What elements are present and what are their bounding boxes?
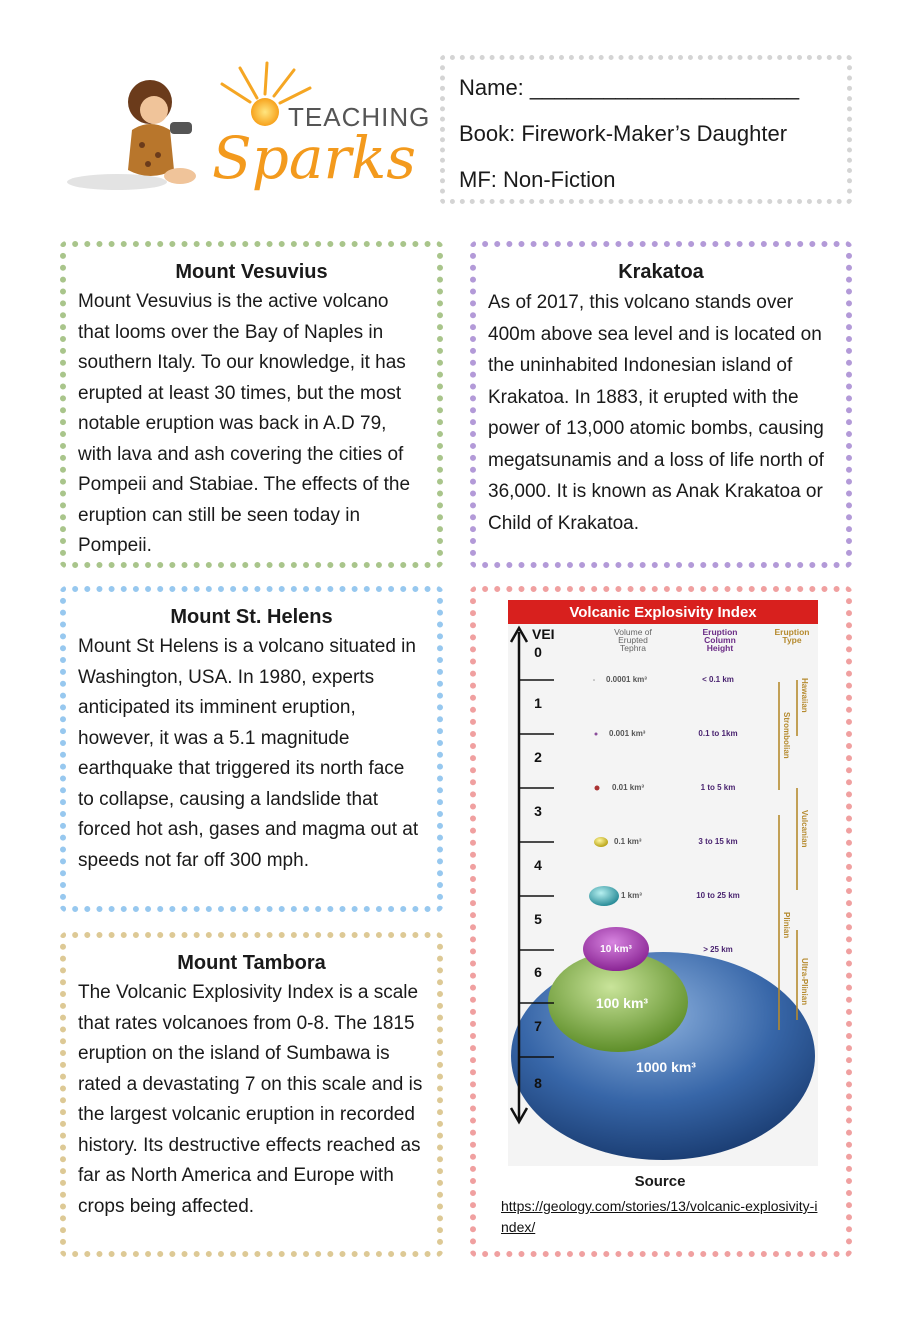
vei-level-6: 6	[534, 964, 542, 980]
source-link[interactable]: https://geology.com/stories/13/volcanic-explosivity-index/	[501, 1198, 818, 1235]
card-body: Mount St Helens is a volcano situated in Washington, USA. In 1980, experts anticipated its imminent eruption, however, it was a 5.1 magnitude earthquake that triggered its north face to collapse, causing a landslide that forced hot ash, gases and magma out at speeds not far off 300 mph.	[78, 636, 419, 871]
card-tambora	[60, 932, 443, 1257]
card-title: Mount Tambora	[177, 952, 326, 974]
bubble-0-01km3	[595, 786, 600, 791]
bubble-0-001km3	[595, 733, 598, 736]
bubble-0-1km3	[594, 837, 608, 847]
height-label-1: 0.1 to 1km	[698, 729, 738, 738]
tephra-label-0: 0.0001 km³	[606, 675, 647, 684]
type-plinian: Plinian	[782, 912, 791, 939]
name-field[interactable]: Name: ______________________	[459, 75, 800, 100]
card-title: Mount St. Helens	[170, 606, 333, 628]
card-title: Mount Vesuvius	[175, 261, 328, 283]
card-krakatoa	[470, 241, 852, 568]
col-tephra-header-1: Volume of	[614, 627, 652, 637]
col-tephra-header-3: Tephra	[620, 643, 646, 653]
col-type-header-2: Type	[782, 635, 802, 645]
logo-text-bottom: Sparks	[212, 124, 417, 192]
card-body: The Volcanic Explosivity Index is a scale that rates volcanoes from 0-8. The 1815 eruption on the island of Sumbawa is rated a devastating 7 on this scale and is the largest volcanic eruption in recorded history. Its destructive effects reached as far as North America and Europe with crops being affected.	[78, 982, 423, 1217]
col-height-header-2: Column	[704, 635, 736, 645]
height-label-2: 1 to 5 km	[700, 783, 736, 792]
vei-level-3: 3	[534, 803, 542, 819]
vei-level-7: 7	[534, 1018, 542, 1034]
vei-level-8: 8	[534, 1075, 542, 1091]
tephra-label-3: 0.1 km³	[614, 837, 642, 846]
mf-label: MF: Non-Fiction	[459, 167, 616, 192]
type-vulcanian: Vulcanian	[800, 810, 809, 848]
bubble-1km3	[589, 886, 619, 906]
card-body: Mount Vesuvius is the active volcano that looms over the Bay of Naples in southern Italy. To our knowledge, it has erupted at least 30 times, but the most notable eruption was back in A.D 79, with lava and ash covering the cities of Pompeii and Stabiae. The effects of the eruption can still be seen today in Pompeii.	[78, 291, 411, 556]
tephra-label-5: 10 km³	[600, 944, 632, 955]
tephra-label-2: 0.01 km³	[612, 783, 645, 792]
col-height-header-3: Height	[706, 643, 734, 653]
card-body: As of 2017, this volcano stands over 400m above sea level and is located on the uninhabited Indonesian island of Krakatoa. In 1883, it erupted with the power of 13,000 atomic bombs, causing megatsunamis and a loss of life north of 36,000. It is known as Anak Krakatoa or Child of Krakatoa.	[488, 292, 824, 534]
vei-chart	[508, 600, 818, 1166]
vei-axis-label: VEI	[532, 626, 555, 642]
height-label-5: > 25 km	[703, 945, 733, 954]
source-title: Source	[634, 1173, 686, 1190]
col-type-header-1: Eruption	[774, 627, 810, 637]
height-label-0: < 0.1 km	[702, 675, 734, 684]
vei-level-4: 4	[534, 857, 542, 873]
tephra-label-6: 100 km³	[595, 995, 649, 1011]
vei-level-5: 5	[534, 911, 542, 927]
book-label: Book: Firework-Maker’s Daughter	[459, 121, 788, 146]
name-book-box	[440, 55, 852, 204]
card-vesuvius	[60, 241, 443, 568]
tephra-label-4: 1 km³	[621, 891, 642, 900]
card-st-helens	[60, 586, 443, 912]
height-label-4: 10 to 25 km	[696, 891, 740, 900]
tephra-label-1: 0.001 km³	[609, 729, 646, 738]
type-hawaiian: Hawaiian	[800, 678, 809, 713]
vei-level-1: 1	[534, 695, 542, 711]
vei-title: Volcanic Explosivity Index	[569, 604, 757, 621]
tephra-label-7: 1000 km³	[636, 1059, 696, 1075]
vei-level-0: 0	[534, 644, 542, 660]
bubble-0-0001km3	[593, 679, 595, 681]
col-height-header-1: Eruption	[702, 627, 738, 637]
type-ultra-plinian: Ultra-Plinian	[800, 958, 809, 1006]
logo-text-top: TEACHING	[288, 102, 431, 132]
type-strombolian: Strombolian	[782, 712, 791, 759]
caveman-icon	[67, 80, 196, 190]
vei-level-2: 2	[534, 749, 542, 765]
col-tephra-header-2: Erupted	[618, 635, 648, 645]
card-title: Krakatoa	[618, 261, 704, 283]
height-label-3: 3 to 15 km	[698, 837, 738, 846]
teaching-sparks-logo	[62, 60, 432, 200]
